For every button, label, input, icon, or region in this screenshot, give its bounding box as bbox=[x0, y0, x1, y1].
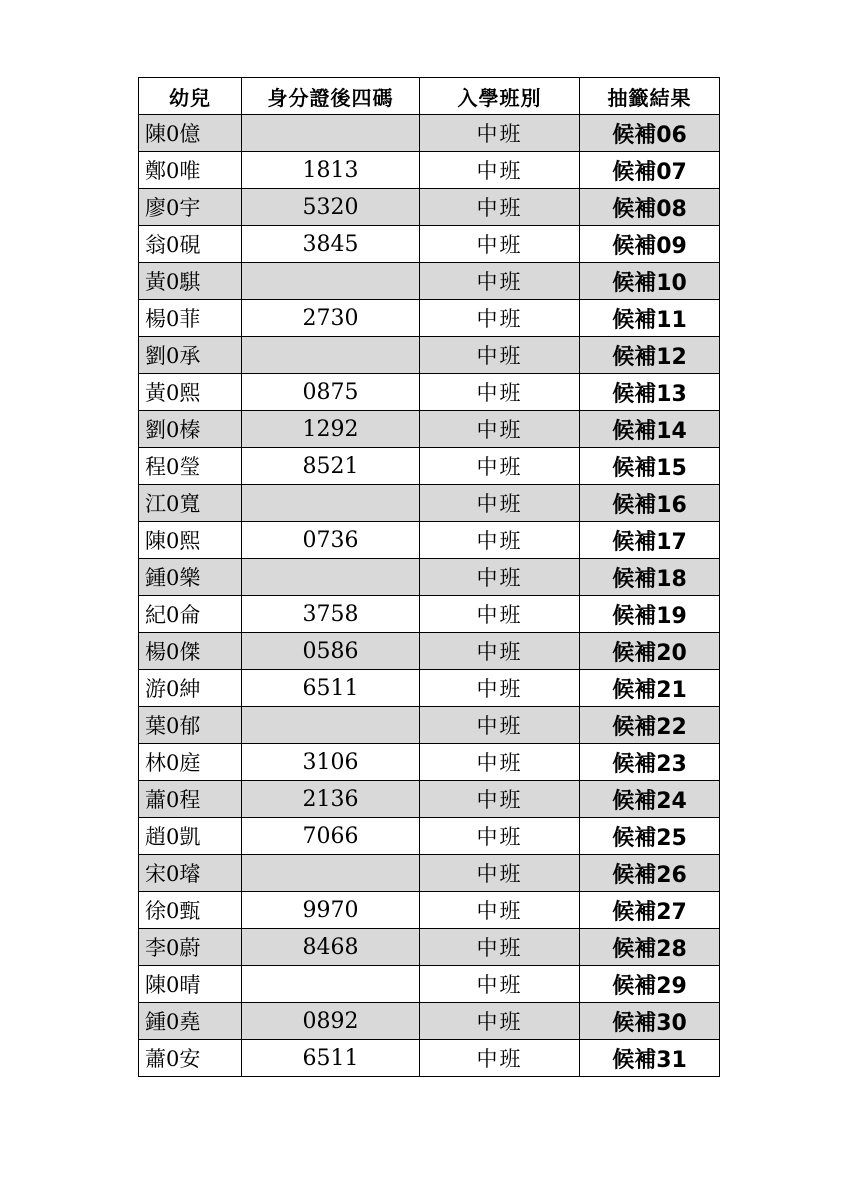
cell-result: 候補13 bbox=[580, 374, 720, 411]
cell-id-last4: 1813 bbox=[242, 152, 420, 189]
cell-class: 中班 bbox=[420, 485, 580, 522]
cell-class: 中班 bbox=[420, 966, 580, 1003]
table-row bbox=[139, 1003, 720, 1040]
cell-id-last4: 8468 bbox=[242, 929, 420, 966]
cell-class: 中班 bbox=[420, 744, 580, 781]
cell-class: 中班 bbox=[420, 263, 580, 300]
cell-id-last4: 3845 bbox=[242, 226, 420, 263]
cell-name: 黃0熙 bbox=[139, 374, 242, 411]
table-row bbox=[139, 633, 720, 670]
cell-name: 趙0凱 bbox=[139, 818, 242, 855]
cell-result: 候補12 bbox=[580, 337, 720, 374]
table-row bbox=[139, 337, 720, 374]
cell-id-last4: 6511 bbox=[242, 670, 420, 707]
table-row bbox=[139, 411, 720, 448]
cell-id-last4 bbox=[242, 115, 420, 152]
cell-result: 候補24 bbox=[580, 781, 720, 818]
cell-name: 游0紳 bbox=[139, 670, 242, 707]
cell-result: 候補29 bbox=[580, 966, 720, 1003]
cell-class: 中班 bbox=[420, 374, 580, 411]
cell-class: 中班 bbox=[420, 411, 580, 448]
cell-id-last4: 0892 bbox=[242, 1003, 420, 1040]
cell-result: 候補14 bbox=[580, 411, 720, 448]
cell-result: 候補21 bbox=[580, 670, 720, 707]
cell-id-last4: 2136 bbox=[242, 781, 420, 818]
cell-class: 中班 bbox=[420, 448, 580, 485]
cell-id-last4: 5320 bbox=[242, 189, 420, 226]
cell-class: 中班 bbox=[420, 226, 580, 263]
table-row bbox=[139, 374, 720, 411]
cell-name: 劉0榛 bbox=[139, 411, 242, 448]
cell-id-last4 bbox=[242, 559, 420, 596]
cell-result: 候補30 bbox=[580, 1003, 720, 1040]
cell-name: 李0蔚 bbox=[139, 929, 242, 966]
cell-result: 候補06 bbox=[580, 115, 720, 152]
cell-name: 林0庭 bbox=[139, 744, 242, 781]
cell-id-last4: 3758 bbox=[242, 596, 420, 633]
cell-id-last4: 0586 bbox=[242, 633, 420, 670]
cell-class: 中班 bbox=[420, 189, 580, 226]
cell-result: 候補25 bbox=[580, 818, 720, 855]
cell-class: 中班 bbox=[420, 781, 580, 818]
cell-name: 鍾0堯 bbox=[139, 1003, 242, 1040]
cell-name: 陳0億 bbox=[139, 115, 242, 152]
header-row bbox=[139, 78, 720, 115]
waitlist-table bbox=[138, 77, 720, 1077]
table-row bbox=[139, 263, 720, 300]
table-row bbox=[139, 596, 720, 633]
cell-result: 候補07 bbox=[580, 152, 720, 189]
cell-name: 宋0璿 bbox=[139, 855, 242, 892]
column-header-result: 抽籤結果 bbox=[580, 78, 720, 115]
cell-result: 候補28 bbox=[580, 929, 720, 966]
cell-class: 中班 bbox=[420, 929, 580, 966]
cell-id-last4 bbox=[242, 966, 420, 1003]
cell-class: 中班 bbox=[420, 522, 580, 559]
cell-class: 中班 bbox=[420, 559, 580, 596]
cell-name: 蕭0安 bbox=[139, 1040, 242, 1077]
cell-class: 中班 bbox=[420, 633, 580, 670]
cell-class: 中班 bbox=[420, 818, 580, 855]
cell-result: 候補09 bbox=[580, 226, 720, 263]
cell-id-last4 bbox=[242, 707, 420, 744]
column-header-id-last4: 身分證後四碼 bbox=[242, 78, 420, 115]
column-header-class: 入學班別 bbox=[420, 78, 580, 115]
cell-result: 候補26 bbox=[580, 855, 720, 892]
cell-name: 陳0晴 bbox=[139, 966, 242, 1003]
cell-name: 黃0騏 bbox=[139, 263, 242, 300]
cell-name: 紀0侖 bbox=[139, 596, 242, 633]
table-row bbox=[139, 226, 720, 263]
table-row bbox=[139, 559, 720, 596]
table-row bbox=[139, 115, 720, 152]
table-body bbox=[139, 115, 720, 1077]
cell-result: 候補22 bbox=[580, 707, 720, 744]
table-row bbox=[139, 744, 720, 781]
table-row bbox=[139, 966, 720, 1003]
table-row bbox=[139, 485, 720, 522]
cell-id-last4: 9970 bbox=[242, 892, 420, 929]
cell-name: 楊0菲 bbox=[139, 300, 242, 337]
cell-class: 中班 bbox=[420, 892, 580, 929]
cell-class: 中班 bbox=[420, 152, 580, 189]
cell-class: 中班 bbox=[420, 855, 580, 892]
cell-name: 楊0傑 bbox=[139, 633, 242, 670]
cell-id-last4: 2730 bbox=[242, 300, 420, 337]
table-row bbox=[139, 152, 720, 189]
table-row bbox=[139, 818, 720, 855]
cell-name: 陳0熙 bbox=[139, 522, 242, 559]
cell-name: 蕭0程 bbox=[139, 781, 242, 818]
cell-result: 候補27 bbox=[580, 892, 720, 929]
table-row bbox=[139, 448, 720, 485]
cell-class: 中班 bbox=[420, 300, 580, 337]
cell-class: 中班 bbox=[420, 707, 580, 744]
cell-result: 候補16 bbox=[580, 485, 720, 522]
cell-id-last4: 0875 bbox=[242, 374, 420, 411]
cell-name: 翁0硯 bbox=[139, 226, 242, 263]
cell-class: 中班 bbox=[420, 1003, 580, 1040]
cell-id-last4: 8521 bbox=[242, 448, 420, 485]
cell-id-last4 bbox=[242, 855, 420, 892]
cell-class: 中班 bbox=[420, 670, 580, 707]
cell-id-last4: 1292 bbox=[242, 411, 420, 448]
cell-class: 中班 bbox=[420, 596, 580, 633]
cell-id-last4: 0736 bbox=[242, 522, 420, 559]
cell-result: 候補18 bbox=[580, 559, 720, 596]
cell-name: 鍾0樂 bbox=[139, 559, 242, 596]
cell-id-last4 bbox=[242, 337, 420, 374]
table-header bbox=[139, 78, 720, 115]
table-row bbox=[139, 300, 720, 337]
cell-id-last4: 6511 bbox=[242, 1040, 420, 1077]
cell-name: 徐0甄 bbox=[139, 892, 242, 929]
table-row bbox=[139, 929, 720, 966]
cell-name: 葉0郁 bbox=[139, 707, 242, 744]
cell-result: 候補23 bbox=[580, 744, 720, 781]
table-row bbox=[139, 670, 720, 707]
cell-id-last4 bbox=[242, 485, 420, 522]
cell-id-last4: 3106 bbox=[242, 744, 420, 781]
cell-class: 中班 bbox=[420, 115, 580, 152]
column-header-name: 幼兒 bbox=[139, 78, 242, 115]
table-row bbox=[139, 189, 720, 226]
table-row bbox=[139, 892, 720, 929]
cell-class: 中班 bbox=[420, 337, 580, 374]
table-row bbox=[139, 707, 720, 744]
cell-result: 候補08 bbox=[580, 189, 720, 226]
cell-result: 候補15 bbox=[580, 448, 720, 485]
cell-name: 程0瑩 bbox=[139, 448, 242, 485]
cell-result: 候補10 bbox=[580, 263, 720, 300]
cell-result: 候補11 bbox=[580, 300, 720, 337]
cell-name: 鄭0唯 bbox=[139, 152, 242, 189]
table-row bbox=[139, 1040, 720, 1077]
cell-id-last4: 7066 bbox=[242, 818, 420, 855]
cell-id-last4 bbox=[242, 263, 420, 300]
cell-name: 廖0宇 bbox=[139, 189, 242, 226]
table-row bbox=[139, 781, 720, 818]
table-row bbox=[139, 522, 720, 559]
cell-class: 中班 bbox=[420, 1040, 580, 1077]
table-row bbox=[139, 855, 720, 892]
cell-result: 候補19 bbox=[580, 596, 720, 633]
cell-result: 候補20 bbox=[580, 633, 720, 670]
cell-name: 江0寬 bbox=[139, 485, 242, 522]
cell-result: 候補17 bbox=[580, 522, 720, 559]
cell-result: 候補31 bbox=[580, 1040, 720, 1077]
cell-name: 劉0承 bbox=[139, 337, 242, 374]
